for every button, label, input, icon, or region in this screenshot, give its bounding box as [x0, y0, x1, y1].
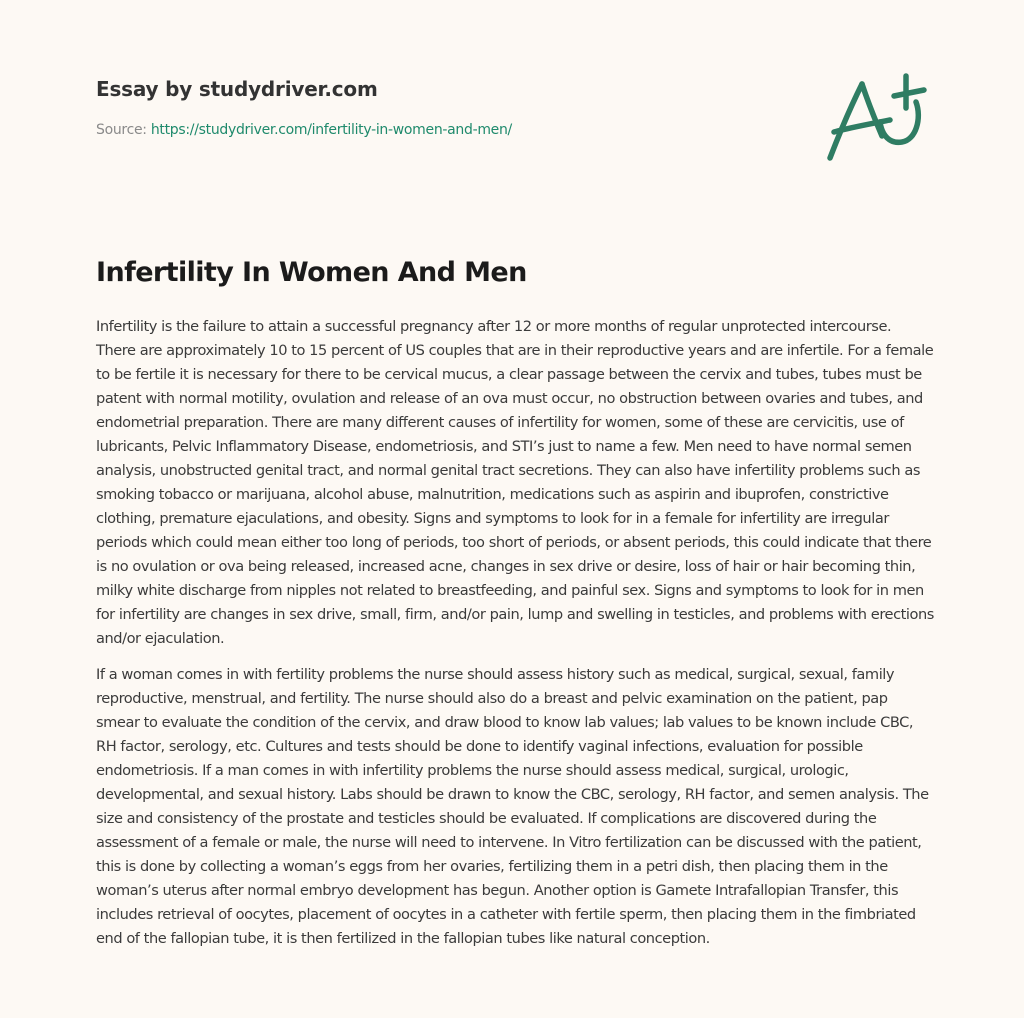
paragraph-1: Infertility is the failure to attain a successful pregnancy after 12 or more months of regular unprotected intercourse. There are approximately 10 to 15 percent of US couples that are in their reproductive years and are infertile. For a female to be fertile it is necessary for there to be cervical mucus, a clear passage between the cervix and tubes, tubes must be patent with normal motility, ovulation and release of an ova must occur, no obstruction between ovaries and tubes, and endometrial preparation. There are many different causes of infertility for women, some of these are cervicitis, use of lubricants, Pelvic Inflammatory Disease, endometriosis, and STI’s just to name a few. Men need to have normal semen analysis, unobstructed genital tract, and normal genital tract secretions. They can also have infertility problems such as smoking tobacco or marijuana, alcohol abuse, malnutrition, medications such as aspirin and ibuprofen, constrictive clothing, premature ejaculations, and obesity. Signs and symptoms to look for in a female for infertility are irregular periods which could mean either too long of periods, too short of periods, or absent periods, this could indicate that there is no ovulation or ova being released, increased acne, changes in sex drive or desire, loss of hair or hair becoming thin, milky white discharge from nipples not related to breastfeeding, and painful sex. Signs and symptoms to look for in men for infertility are changes in sex drive, small, firm, and/or pain, lump and swelling in testicles, and problems with erections and/or ejaculation.: [96, 318, 934, 647]
paragraph-2: If a woman comes in with fertility problems the nurse should assess history such as medical, surgical, sexual, family reproductive, menstrual, and fertility. The nurse should also do a breast and pelvic examination on the patient, pap smear to evaluate the condition of the cervix, and draw blood to know lab values; lab values to be known include CBC, RH factor, serology, etc. Cultures and tests should be done to identify vaginal infections, evaluation for possible endometriosis. If a man comes in with infertility problems the nurse should assess medical, surgical, urologic, developmental, and sexual history. Labs should be drawn to know the CBC, serology, RH factor, and semen analysis. The size and consistency of the prostate and testicles should be evaluated. If complications are discovered during the assessment of a female or male, the nurse will need to intervene. In Vitro fertilization can be discussed with the patient, this is done by collecting a woman’s eggs from her ovaries, fertilizing them in a petri dish, then placing them in the woman’s uterus after normal embryo development has begun. Another option is Gamete Intrafallopian Transfer, this includes retrieval of oocytes, placement of oocytes in a catheter with fertile sperm, then placing them in the fimbriated end of the fallopian tube, it is then fertilized in the fallopian tubes like natural conception.: [96, 666, 929, 947]
a-plus-logo-icon: [818, 62, 934, 172]
source-line: [96, 120, 928, 140]
article-title: Infertility In Women And Men: [96, 257, 527, 288]
article-body: [96, 315, 934, 963]
site-title: Essay by studydriver.com: [96, 77, 378, 101]
source-label: Source:: [96, 122, 147, 138]
page-header: [96, 74, 928, 140]
source-link[interactable]: https://studydriver.com/infertility-in-women-and-men/: [150, 122, 512, 138]
